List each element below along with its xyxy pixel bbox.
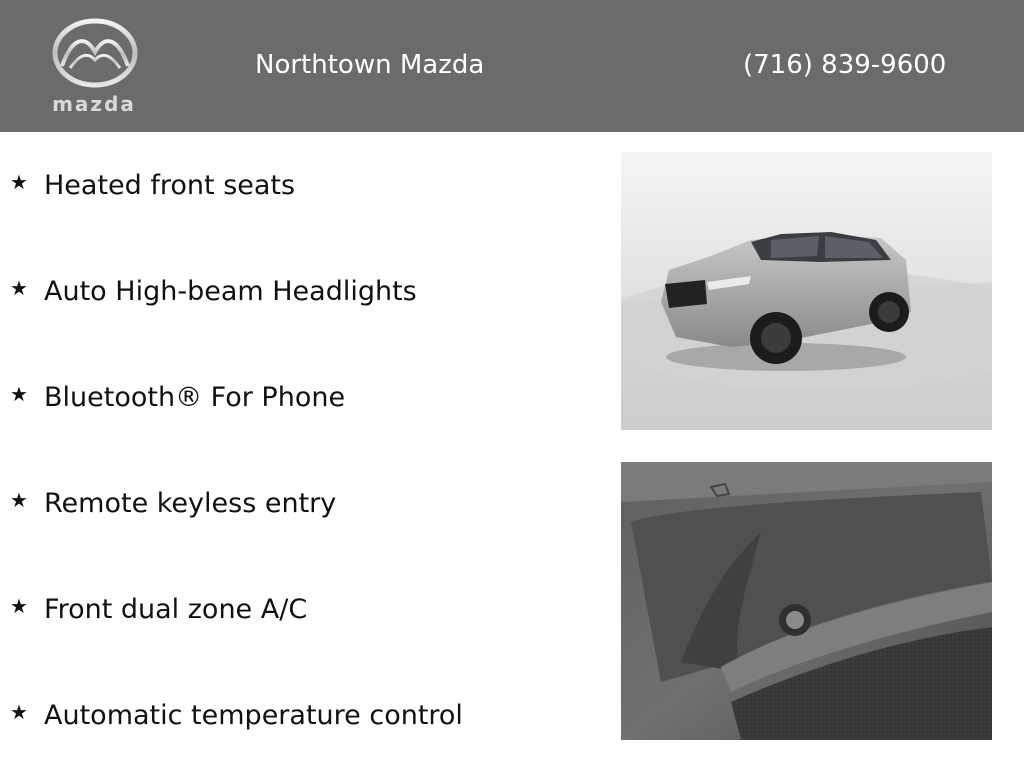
door-panel-interior-photo[interactable] (621, 462, 992, 740)
feature-label: Heated front seats (44, 169, 296, 201)
mazda-emblem-icon (40, 16, 150, 94)
feature-item (10, 377, 345, 417)
feature-label: Front dual zone A/C (44, 593, 308, 625)
star-icon: ★ (10, 700, 28, 724)
feature-item (10, 271, 417, 311)
star-icon: ★ (10, 382, 28, 406)
feature-label: Bluetooth® For Phone (44, 381, 346, 413)
star-icon: ★ (10, 488, 28, 512)
header-bar (0, 0, 1024, 132)
feature-item (10, 695, 463, 735)
star-icon: ★ (10, 170, 28, 194)
feature-item (10, 483, 336, 523)
logo-wordmark: mazda (52, 92, 136, 116)
feature-item (10, 165, 295, 205)
feature-list (0, 132, 600, 768)
star-icon: ★ (10, 276, 28, 300)
dealer-phone[interactable]: (716) 839-9600 (743, 50, 947, 80)
mazda-logo[interactable] (40, 16, 150, 116)
vehicle-exterior-photo[interactable] (621, 152, 992, 430)
feature-label: Auto High-beam Headlights (44, 275, 417, 307)
dealer-name: Northtown Mazda (255, 50, 485, 80)
feature-label: Remote keyless entry (44, 487, 337, 519)
feature-item (10, 589, 307, 629)
star-icon: ★ (10, 594, 28, 618)
feature-label: Automatic temperature control (44, 699, 463, 731)
